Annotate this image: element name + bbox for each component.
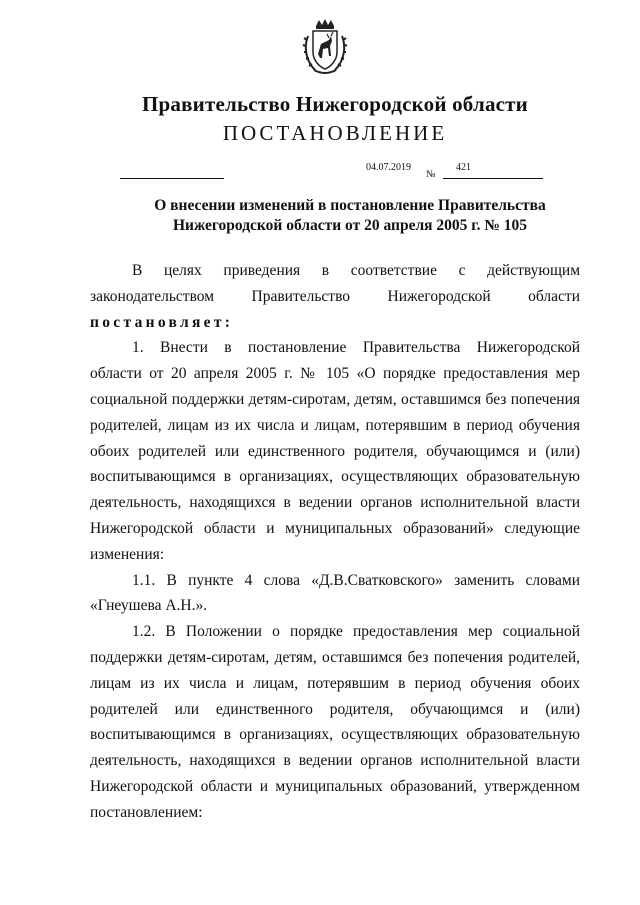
body-line-resolves: постановляет: — [90, 313, 234, 331]
body-line: постановлением: — [90, 803, 203, 821]
body-line: изменения: — [90, 545, 165, 563]
body-line: деятельность, находящихся в ведении органов исполнительной власти — [90, 494, 580, 512]
body-line: Нижегородской области и муниципальных образований, утвержденном — [90, 777, 580, 795]
number-sign: № — [426, 169, 436, 180]
subject-line: О внесении изменений в постановление Правительства — [154, 197, 546, 214]
body-line: 1. Внести в постановление Правительства Нижегородской — [132, 339, 580, 357]
coat-of-arms-icon — [302, 18, 348, 76]
organization-title: Правительство Нижегородской области — [142, 92, 528, 116]
body-line: родителей или единственного родителя, обучающимся и (или) — [90, 700, 580, 718]
document-body — [90, 258, 580, 826]
document-date: 04.07.2019 — [366, 162, 411, 173]
document-type: ПОСТАНОВЛЕНИЕ — [222, 121, 448, 145]
body-line: обоих родителей или единственного родителя, обучающимся и (или) — [90, 442, 580, 460]
body-line: 1.1. В пункте 4 слова «Д.В.Сватковского» заменить словами — [132, 571, 580, 589]
body-line: родителей, лицам из их числа и лицам, потерявшим в период обучения — [90, 416, 580, 434]
body-line: законодательством Правительство Нижегородской области — [90, 287, 580, 305]
signature-line-left — [120, 178, 224, 179]
body-line: области от 20 апреля 2005 г. № 105 «О порядке предоставления мер — [90, 365, 580, 383]
body-line: лицам из их числа и лицам, потерявшим в период обучения обоих — [90, 674, 580, 692]
document-subject — [120, 196, 580, 236]
body-line: воспитывающимся в организациях, осуществляющих образовательную — [90, 726, 580, 744]
body-line: поддержки детям-сиротам, детям, оставшимся без попечения родителей, — [90, 648, 580, 666]
body-line: социальной поддержки детям-сиротам, детям, оставшимся без попечения — [90, 390, 580, 408]
body-line: Нижегородской области и муниципальных образований» следующие — [90, 519, 580, 537]
document-number: 421 — [456, 162, 471, 173]
body-line: деятельность, находящихся в ведении органов исполнительной власти — [90, 752, 580, 770]
body-line: «Гнеушева А.Н.». — [90, 597, 208, 615]
body-line: 1.2. В Положении о порядке предоставления мер социальной — [132, 623, 580, 641]
body-line: В целях приведения в соответствие с действующим — [132, 262, 580, 279]
body-line: воспитывающимся в организациях, осуществляющих образовательную — [90, 468, 580, 486]
number-underline — [443, 178, 543, 179]
subject-line: Нижегородской области от 20 апреля 2005 г. № 105 — [172, 217, 528, 234]
